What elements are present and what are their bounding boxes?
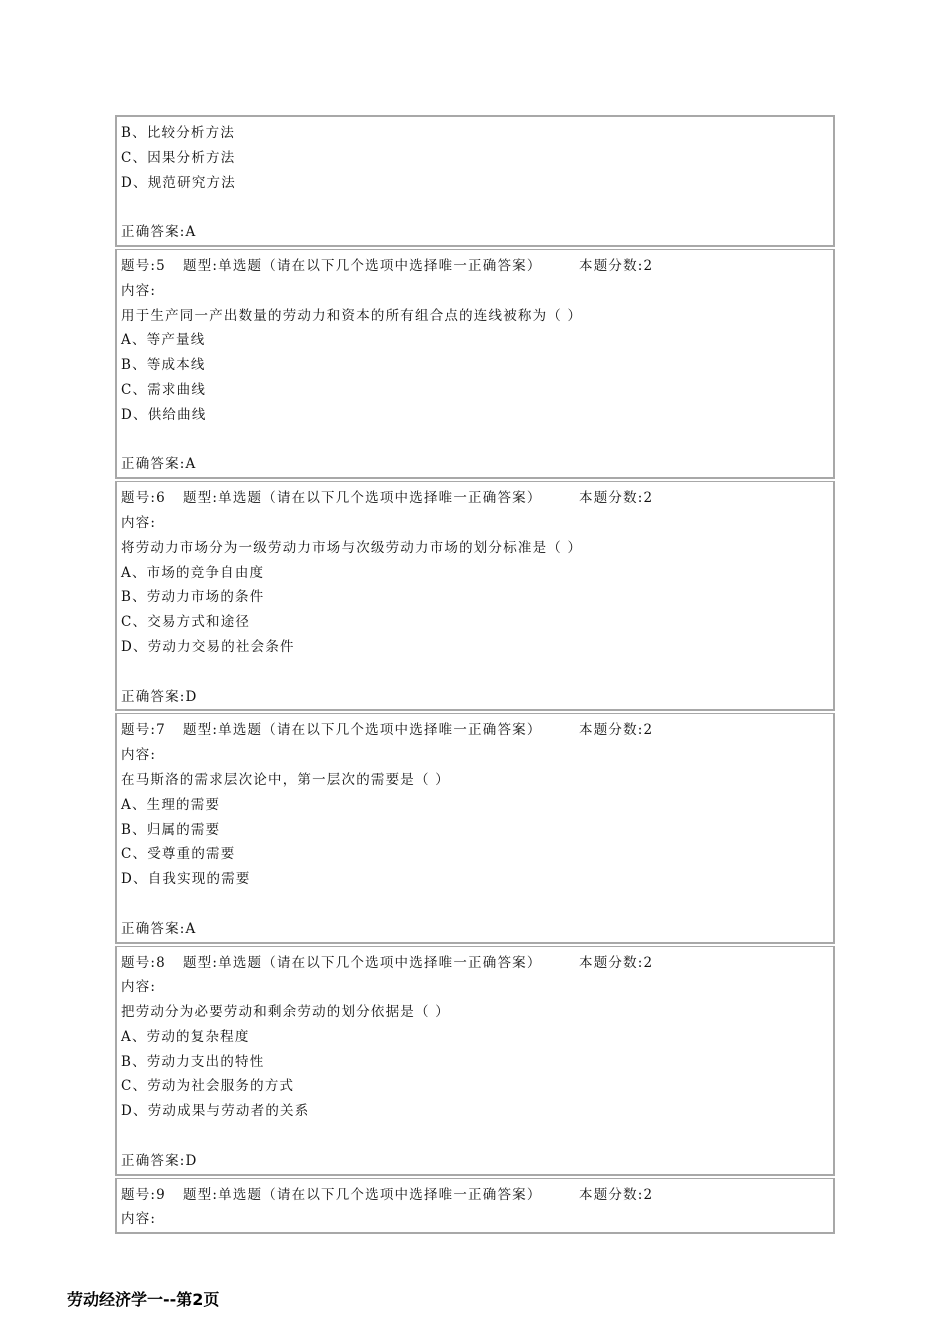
option-d: D、自我实现的需要 [121, 871, 251, 888]
question-header [121, 951, 829, 976]
question-number: 题号:8 [121, 954, 166, 971]
spacer [121, 428, 829, 453]
question-score: 本题分数:2 [579, 1186, 654, 1203]
content-label: 内容: [121, 747, 157, 764]
question-score: 本题分数:2 [579, 722, 654, 739]
option-a: A、等产量线 [121, 332, 206, 349]
content-label: 内容: [121, 979, 157, 996]
correct-answer: 正确答案:A [121, 456, 197, 473]
question-score: 本题分数:2 [579, 954, 654, 971]
spacer [121, 660, 829, 685]
option-c: C、交易方式和途径 [121, 614, 251, 631]
question-block-7 [115, 713, 835, 943]
question-block-6 [115, 481, 835, 711]
option-b: B、劳动力支出的特性 [121, 1053, 265, 1070]
question-stem: 在马斯洛的需求层次论中，第一层次的需要是（ ） [121, 771, 450, 788]
question-stem: 用于生产同一产出数量的劳动力和资本的所有组合点的连线被称为（ ） [121, 307, 583, 324]
spacer [121, 195, 829, 220]
question-type: 题型:单选题（请在以下几个选项中选择唯一正确答案） [183, 722, 542, 739]
option-d: D、规范研究方法 [121, 174, 236, 191]
question-number: 题号:6 [121, 490, 166, 507]
question-type: 题型:单选题（请在以下几个选项中选择唯一正确答案） [183, 490, 542, 507]
question-block-partial-top [115, 115, 835, 247]
content-label: 内容: [121, 514, 157, 531]
question-sheet [115, 115, 835, 1234]
spacer [121, 892, 829, 917]
question-block-5 [115, 249, 835, 479]
correct-answer: 正确答案:D [121, 1152, 198, 1169]
option-d: D、劳动力交易的社会条件 [121, 638, 295, 655]
spacer [121, 1124, 829, 1149]
option-c: C、需求曲线 [121, 381, 207, 398]
question-type: 题型:单选题（请在以下几个选项中选择唯一正确答案） [183, 1186, 542, 1203]
page-footer: 劳动经济学一--第2页 [67, 1290, 220, 1309]
question-stem: 把劳动分为必要劳动和剩余劳动的划分依据是（ ） [121, 1004, 450, 1021]
option-a: A、劳动的复杂程度 [121, 1028, 250, 1045]
question-number: 题号:7 [121, 722, 166, 739]
option-a: A、市场的竞争自由度 [121, 564, 265, 581]
option-b: B、比较分析方法 [121, 125, 236, 141]
question-block-8 [115, 946, 835, 1176]
correct-answer: 正确答案:A [121, 920, 197, 937]
question-header [121, 254, 829, 279]
question-type: 题型:单选题（请在以下几个选项中选择唯一正确答案） [183, 257, 542, 274]
correct-answer: 正确答案:D [121, 688, 198, 705]
option-c: C、因果分析方法 [121, 149, 236, 166]
option-a: A、生理的需要 [121, 796, 221, 813]
option-b: B、等成本线 [121, 357, 206, 374]
question-number: 题号:5 [121, 257, 166, 274]
option-c: C、劳动为社会服务的方式 [121, 1078, 295, 1095]
question-header [121, 1183, 829, 1208]
question-header [121, 486, 829, 511]
question-number: 题号:9 [121, 1186, 166, 1203]
question-block-9-partial [115, 1178, 835, 1235]
question-type: 题型:单选题（请在以下几个选项中选择唯一正确答案） [183, 954, 542, 971]
option-d: D、劳动成果与劳动者的关系 [121, 1103, 310, 1120]
option-c: C、受尊重的需要 [121, 846, 236, 863]
question-score: 本题分数:2 [579, 257, 654, 274]
option-b: B、劳动力市场的条件 [121, 589, 265, 606]
correct-answer: 正确答案:A [121, 224, 197, 241]
option-b: B、归属的需要 [121, 821, 221, 838]
content-label: 内容: [121, 282, 157, 299]
question-header [121, 718, 829, 743]
question-stem: 将劳动力市场分为一级劳动力市场与次级劳动力市场的划分标准是（ ） [121, 539, 583, 556]
option-d: D、供给曲线 [121, 406, 207, 423]
question-score: 本题分数:2 [579, 490, 654, 507]
content-label: 内容: [121, 1211, 157, 1228]
